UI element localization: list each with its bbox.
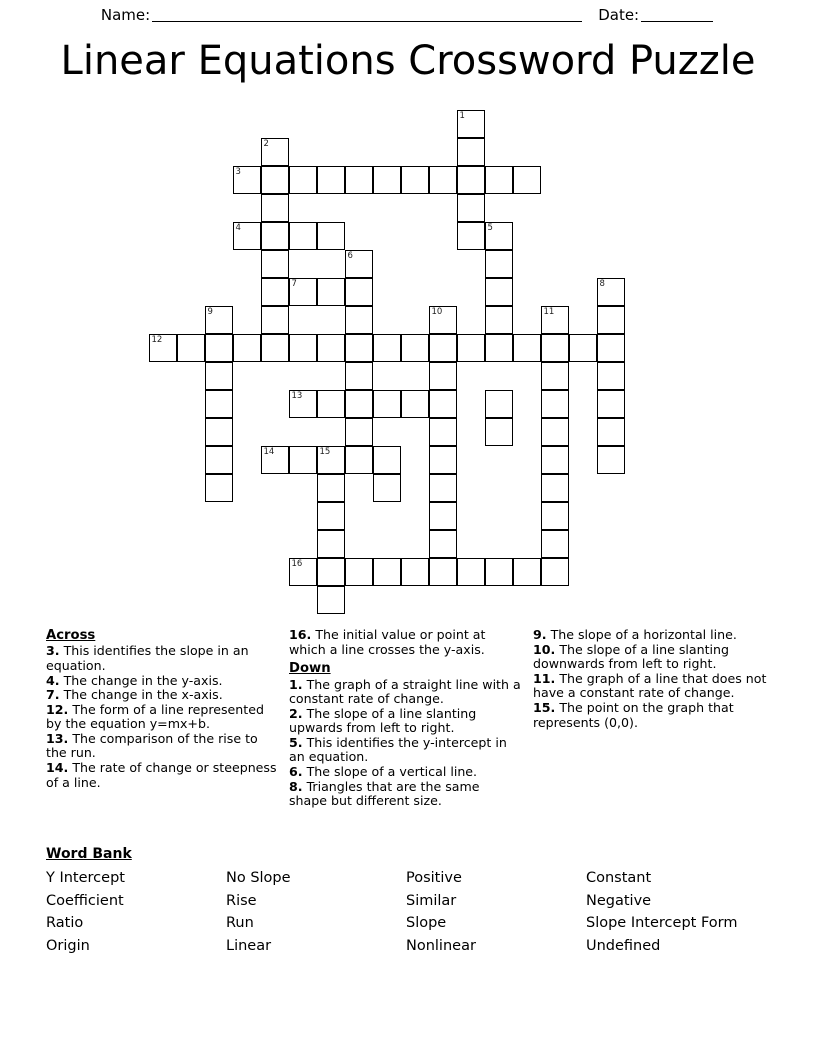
grid-cell[interactable]: [429, 502, 457, 530]
down-clue: 8. Triangles that are the same shape but different size.: [289, 778, 480, 809]
grid-cell[interactable]: [541, 306, 569, 334]
grid-cell[interactable]: [261, 278, 289, 306]
clue-number: 10.: [533, 641, 556, 657]
clue-number: 3.: [46, 643, 60, 659]
grid-cell[interactable]: [289, 558, 317, 586]
grid-cell[interactable]: [457, 222, 485, 250]
word-bank-item: Coefficient: [46, 892, 124, 909]
grid-cell[interactable]: [317, 502, 345, 530]
across-heading: Across: [46, 628, 96, 643]
grid-cell[interactable]: [429, 390, 457, 418]
grid-cell[interactable]: [345, 390, 373, 418]
word-bank-item: Negative: [586, 892, 652, 909]
grid-cell[interactable]: [597, 306, 625, 334]
grid-cell[interactable]: [205, 362, 233, 390]
page-title: Linear Equations Crossword Puzzle: [60, 38, 756, 84]
grid-cell[interactable]: [205, 474, 233, 502]
grid-cell[interactable]: [541, 390, 569, 418]
grid-cell[interactable]: [345, 334, 373, 362]
word-bank-heading: Word Bank: [46, 846, 132, 862]
grid-cell[interactable]: [345, 558, 373, 586]
grid-cell-number: 3: [235, 167, 241, 177]
across-clue: 13. The comparison of the rise to the run.: [46, 730, 258, 761]
grid-cell[interactable]: [485, 390, 513, 418]
grid-cell[interactable]: [261, 194, 289, 222]
grid-cell[interactable]: [513, 334, 541, 362]
grid-cell[interactable]: [345, 250, 373, 278]
grid-cell[interactable]: [373, 446, 401, 474]
word-bank-item: Slope Intercept Form: [586, 915, 738, 931]
grid-cell[interactable]: [345, 306, 373, 334]
clue-number: 13.: [46, 730, 69, 746]
grid-cell[interactable]: [569, 334, 597, 362]
grid-cell[interactable]: [177, 334, 205, 362]
grid-cell[interactable]: [289, 222, 317, 250]
grid-cell[interactable]: [149, 334, 177, 362]
grid-cell[interactable]: [289, 446, 317, 474]
grid-cell-number: 16: [291, 559, 303, 569]
grid-cell[interactable]: [457, 110, 485, 138]
grid-cell[interactable]: [597, 390, 625, 418]
down-clue: 15. The point on the graph that represents (0,0).: [533, 699, 734, 730]
grid-cell[interactable]: [429, 558, 457, 586]
grid-cell[interactable]: [289, 390, 317, 418]
across-clue: 4. The change in the y-axis.: [46, 672, 223, 688]
down-clue-list: [289, 678, 521, 809]
down-clue: 10. The slope of a line slanting downwards from left to right.: [533, 641, 730, 672]
word-bank-item: Similar: [406, 892, 457, 909]
grid-cell[interactable]: [457, 334, 485, 362]
grid-cell-number: 7: [291, 279, 297, 289]
clue-number: 7.: [46, 687, 60, 703]
grid-cell[interactable]: [261, 250, 289, 278]
grid-cell-number: 11: [543, 307, 555, 317]
grid-cell-number: 5: [487, 223, 493, 233]
grid-cell[interactable]: [541, 474, 569, 502]
word-bank-item: Linear: [226, 937, 272, 954]
grid-cell[interactable]: [205, 334, 233, 362]
word-bank-item: Undefined: [586, 937, 661, 954]
grid-cell[interactable]: [513, 166, 541, 194]
down-clue: 6. The slope of a vertical line.: [289, 764, 478, 780]
grid-cell-number: 6: [347, 251, 353, 261]
word-bank-item: Constant: [586, 870, 652, 886]
grid-cell[interactable]: [597, 418, 625, 446]
date-label: Date:: [598, 6, 640, 24]
grid-cell[interactable]: [429, 362, 457, 390]
grid-cell[interactable]: [373, 166, 401, 194]
grid-cell[interactable]: [485, 418, 513, 446]
grid-cell[interactable]: [289, 166, 317, 194]
grid-cell[interactable]: [205, 418, 233, 446]
down-clue: 9. The slope of a horizontal line.: [533, 627, 737, 642]
grid-cell-number: 15: [319, 447, 331, 457]
grid-cell[interactable]: [457, 194, 485, 222]
grid-cell[interactable]: [541, 418, 569, 446]
name-date-line: [0, 0, 816, 30]
down-heading: Down: [289, 661, 331, 677]
grid-cell[interactable]: [289, 278, 317, 306]
word-bank-item: Positive: [406, 870, 462, 886]
clue-number: 6.: [289, 764, 303, 780]
grid-cell[interactable]: [317, 222, 345, 250]
grid-cell[interactable]: [317, 334, 345, 362]
word-bank-item: Nonlinear: [406, 937, 476, 954]
grid-cell[interactable]: [457, 138, 485, 166]
across-clue: 14. The rate of change or steepness of a line.: [46, 760, 277, 790]
clue-number: 5.: [289, 734, 303, 750]
grid-cell[interactable]: [317, 558, 345, 586]
grid-cell[interactable]: [373, 334, 401, 362]
across-clue: 7. The change in the x-axis.: [46, 687, 223, 703]
name-blank-line[interactable]: [152, 9, 582, 22]
grid-cell-number: 10: [431, 307, 443, 317]
grid-cell[interactable]: [485, 250, 513, 278]
grid-cell[interactable]: [345, 418, 373, 446]
grid-cell[interactable]: [317, 390, 345, 418]
date-blank-line[interactable]: [641, 9, 713, 22]
grid-cell[interactable]: [401, 166, 429, 194]
grid-cell[interactable]: [597, 446, 625, 474]
clue-number: 4.: [46, 672, 60, 688]
clue-number: 1.: [289, 676, 303, 692]
word-bank-item: Rise: [226, 892, 257, 909]
word-bank-item: No Slope: [226, 870, 291, 886]
grid-cell[interactable]: [345, 166, 373, 194]
grid-cell[interactable]: [373, 558, 401, 586]
grid-cell[interactable]: [541, 530, 569, 558]
grid-cell[interactable]: [401, 334, 429, 362]
grid-cell[interactable]: [261, 222, 289, 250]
grid-cell[interactable]: [317, 474, 345, 502]
grid-cell[interactable]: [317, 586, 345, 614]
grid-cell[interactable]: [317, 278, 345, 306]
grid-cell[interactable]: [513, 558, 541, 586]
across-clue: 16. The initial value or point at which a line crosses the y-axis.: [289, 627, 486, 657]
grid-cell[interactable]: [401, 390, 429, 418]
grid-cell[interactable]: [345, 278, 373, 306]
grid-cell[interactable]: [429, 334, 457, 362]
grid-cell[interactable]: [261, 166, 289, 194]
clue-number: 8.: [289, 778, 303, 794]
grid-cell[interactable]: [401, 558, 429, 586]
grid-cell[interactable]: [205, 390, 233, 418]
grid-cell[interactable]: [597, 278, 625, 306]
grid-cell[interactable]: [485, 558, 513, 586]
grid-cell[interactable]: [429, 418, 457, 446]
grid-cell[interactable]: [317, 530, 345, 558]
crossword-grid[interactable]: [149, 110, 669, 630]
grid-cell-number: 2: [263, 139, 269, 149]
name-label: Name:: [100, 6, 151, 24]
grid-cell[interactable]: [429, 530, 457, 558]
grid-cell[interactable]: [205, 446, 233, 474]
grid-cell[interactable]: [373, 390, 401, 418]
grid-cell[interactable]: [485, 166, 513, 194]
grid-cell[interactable]: [485, 306, 513, 334]
grid-cell[interactable]: [429, 474, 457, 502]
grid-cell[interactable]: [485, 278, 513, 306]
grid-cell-number: 12: [151, 335, 163, 345]
grid-cell[interactable]: [457, 166, 485, 194]
grid-cell[interactable]: [541, 502, 569, 530]
grid-cell[interactable]: [289, 334, 317, 362]
clue-number: 2.: [289, 705, 303, 721]
grid-cell[interactable]: [261, 334, 289, 362]
grid-cell[interactable]: [261, 306, 289, 334]
grid-cell[interactable]: [541, 362, 569, 390]
grid-cell[interactable]: [373, 474, 401, 502]
down-clue: 2. The slope of a line slanting upwards from left to right.: [289, 705, 477, 736]
down-clue-list-cont: [533, 628, 773, 730]
word-bank-item: Ratio: [46, 915, 84, 931]
grid-cell[interactable]: [261, 446, 289, 474]
grid-cell[interactable]: [429, 306, 457, 334]
grid-cell[interactable]: [317, 446, 345, 474]
grid-cell[interactable]: [233, 166, 261, 194]
grid-cell[interactable]: [429, 446, 457, 474]
grid-cell[interactable]: [457, 558, 485, 586]
grid-cell[interactable]: [317, 166, 345, 194]
grid-cell[interactable]: [597, 362, 625, 390]
word-bank-list: [46, 867, 776, 957]
clue-number: 9.: [533, 627, 547, 642]
clue-number: 16.: [289, 627, 312, 642]
grid-cell[interactable]: [597, 334, 625, 362]
across-clue: 12. The form of a line represented by the equation y=mx+b.: [46, 701, 264, 732]
grid-cell-number: 8: [599, 279, 605, 289]
clue-number: 12.: [46, 701, 69, 717]
grid-cell-number: 14: [263, 447, 275, 457]
grid-cell[interactable]: [485, 334, 513, 362]
word-bank-item: Y Intercept: [46, 870, 125, 886]
clue-number: 11.: [533, 670, 556, 686]
across-clue-list-cont: [289, 628, 521, 657]
grid-cell[interactable]: [205, 306, 233, 334]
grid-cell-number: 4: [235, 223, 241, 233]
clue-number: 14.: [46, 760, 69, 776]
grid-cell[interactable]: [345, 362, 373, 390]
grid-cell[interactable]: [485, 222, 513, 250]
clues-column-1: [46, 628, 278, 790]
grid-cell[interactable]: [345, 446, 373, 474]
grid-cell[interactable]: [541, 558, 569, 586]
across-clue-list: [46, 644, 278, 790]
down-clue: 1. The graph of a straight line with a constant rate of change.: [289, 676, 521, 707]
grid-cell[interactable]: [429, 166, 457, 194]
grid-cell-number: 9: [207, 307, 213, 317]
clues-column-2: [289, 628, 521, 809]
word-bank-item: Slope: [406, 915, 447, 931]
across-clue: 3. This identifies the slope in an equation.: [46, 643, 249, 673]
grid-cell-number: 13: [291, 391, 303, 401]
clue-number: 15.: [533, 699, 556, 715]
grid-cell[interactable]: [233, 334, 261, 362]
clues-column-3: [533, 628, 773, 730]
grid-cell[interactable]: [541, 446, 569, 474]
word-bank-item: Origin: [46, 937, 90, 954]
grid-cell[interactable]: [233, 222, 261, 250]
word-bank-item: Run: [226, 915, 254, 931]
grid-cell[interactable]: [261, 138, 289, 166]
down-clue: 5. This identifies the y-intercept in an equation.: [289, 734, 507, 765]
grid-cell[interactable]: [541, 334, 569, 362]
down-clue: 11. The graph of a line that does not have a constant rate of change.: [533, 670, 767, 701]
grid-cell-number: 1: [459, 111, 465, 121]
